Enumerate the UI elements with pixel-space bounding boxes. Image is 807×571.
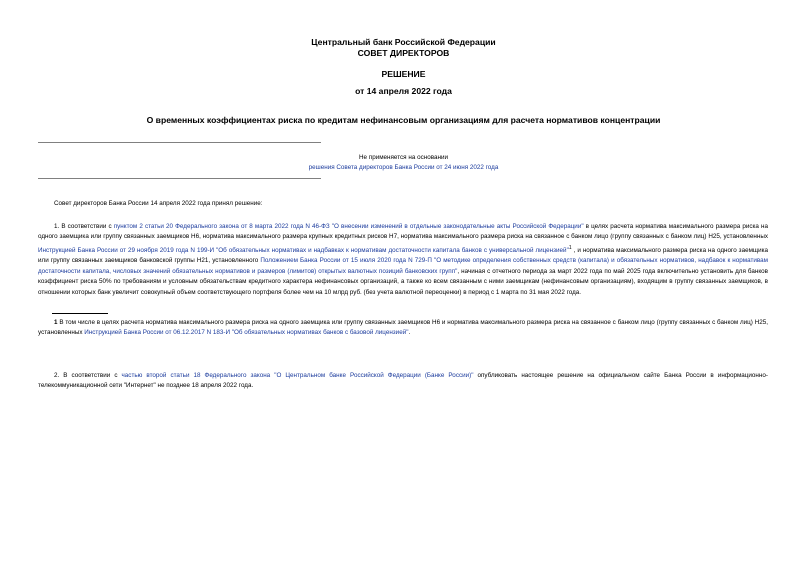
footnote bbox=[38, 318, 768, 339]
document-date: от 14 апреля 2022 года bbox=[355, 86, 452, 96]
status-note-text: Не применяется на основании bbox=[358, 154, 448, 161]
instruction-199i-link[interactable]: Инструкцией Банка России от 29 ноября 2019 года N 199-И "Об обязательных нормативах и надбавках к нормативам достаточности капитала банков с универсальной лицензией" bbox=[38, 246, 569, 254]
paragraph-1-text: в целях расчета норматива максимального размера риска на одного заемщика или группу связанных заемщиков Н6, норматива максимального размера крупных кредитных рисков Н7, норматива максимального размера риска на связанное с банком лицо (группу связанных с банком лиц) Н25, установленных bbox=[38, 223, 768, 241]
footnote-text: В том числе в целях расчета норматива максимального размера риска на одного заемщика или группу связанных заемщиков Н6 и норматива максимального размера риска на связанное с банком лицо (группу связанных с банком лиц) Н25, установленных bbox=[38, 319, 768, 337]
document-type: РЕШЕНИЕ bbox=[381, 69, 426, 79]
paragraph-1-text: , начиная с отчетного периода за март 2022 года по май 2025 года включительно установить для банков коэффициент риска 50% по требованиям и условным обязательствам кредитного характера нефинансовых организаций, а также ко всем связанным с ними заемщикам (нефинансовым организациям), входящим в группу связанных заемщиков, в отношении которых банк увеличит совокупный объем соответствующего портфеля более чем на 10 млрд руб. (без учета валютной переоценки) в период с 1 марта по 31 мая 2022 года. bbox=[38, 267, 768, 296]
paragraph-1-text: 1. В соответствии с bbox=[54, 223, 114, 230]
law-46-fz-link[interactable]: пунктом 2 статьи 20 Федерального закона от 8 марта 2022 года N 46-ФЗ "О внесении изменений в отдельные законодательные акты Российской Федерации" bbox=[113, 223, 584, 230]
issuer-board: СОВЕТ ДИРЕКТОРОВ bbox=[357, 48, 450, 58]
paragraph-2-text: опубликовать настоящее решение на официальном сайте Банка России в информационно-телекоммуникационной сети "Интернет" не позднее 18 апреля 2022 года. bbox=[38, 372, 768, 390]
intro-paragraph bbox=[38, 199, 768, 209]
issuer-name: Центральный банк Российской Федерации bbox=[311, 37, 496, 47]
status-rule-top bbox=[38, 142, 321, 143]
status-note bbox=[0, 164, 807, 171]
paragraph-2-text: 2. В соответствии с bbox=[54, 372, 122, 379]
instruction-183i-link[interactable]: Инструкцией Банка России от 06.12.2017 N 183-И "Об обязательных нормативах банков с базовой лицензией" bbox=[84, 329, 409, 337]
paragraph-1-text: , и норматива максимального размера риска на одного заемщика или группу связанных заемщиков банковской группы Н21, установленного bbox=[38, 246, 768, 265]
footnote-text: . bbox=[408, 329, 411, 337]
footnote-separator bbox=[52, 313, 108, 314]
paragraph-1 bbox=[38, 222, 768, 298]
paragraph-2 bbox=[38, 371, 768, 392]
status-note-link[interactable]: решения Совета директоров Банка России от 24 июня 2022 года bbox=[308, 164, 499, 171]
document-title: О временных коэффициентах риска по кредитам нефинансовым организациям для расчета нормативов концентрации bbox=[146, 115, 661, 125]
footnote-mark: 1 bbox=[54, 319, 58, 326]
intro-text: Совет директоров Банка России 14 апреля 2022 года принял решение: bbox=[54, 200, 263, 207]
cbr-law-article-18-link[interactable]: частью второй статьи 18 Федерального закона "О Центральном банке Российской Федерации (Банке России)" bbox=[121, 372, 474, 379]
status-rule-bottom bbox=[38, 178, 321, 179]
footnote-ref[interactable]: 1 bbox=[568, 244, 572, 251]
regulation-729p-link[interactable]: Положением Банка России от 15 июля 2020 года N 729-П "О методике определения собственных средств (капитала) и обязательных нормативов, надбавок к нормативам достаточности капитала, числовых значений обязательных нормативов и размеров (лимитов) открытых валютных позиций банковских групп" bbox=[38, 257, 768, 275]
